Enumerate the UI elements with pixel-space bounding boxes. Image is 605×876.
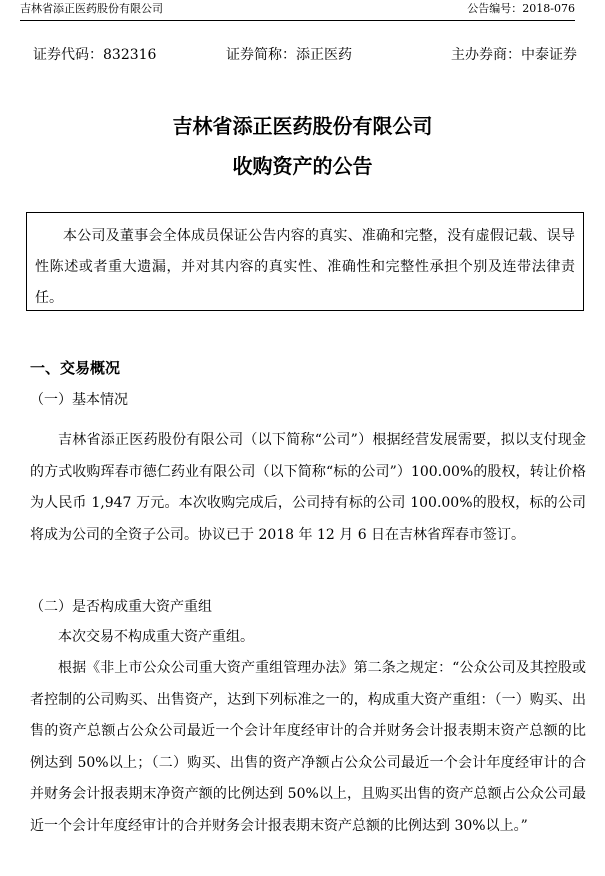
restructuring-paragraph-2: [30, 653, 586, 842]
section-heading-transaction-overview: 一、交易概况: [30, 359, 121, 377]
stock-info-line: [33, 44, 577, 66]
subsection-heading-major-restructuring: （二）是否构成重大资产重组: [30, 599, 212, 615]
document-title-line1: 吉林省添正医药股份有限公司: [172, 114, 433, 138]
basic-info-paragraph: [30, 425, 586, 551]
running-header: [20, 0, 575, 21]
disclaimer-box: [26, 212, 584, 311]
header-notice-number: 公告编号：2018-076: [467, 2, 575, 15]
restructuring-text-2: 根据《非上市公众公司重大资产重组管理办法》第二条之规定：“公众公司及其控股或者控制的公司购买、出售资产，达到下列标准之一的，构成重大资产重组：（一）购买、出售的资产总额占公众公司最近一个会计年度经审计的合并财务会计报表期末资产总额的比例达到 50%以上；（二）购买、出售的资产净额占公众公司最近一个会计年度经审计的合并财务会计报表期末净资产额的比例达到 50%以上，且购买出售的资产总额占公众公司最近一个会计年度经审计的合并财务会计报表期末资产总额的比例达到 30%以上。”: [30, 660, 586, 834]
stock-short-name: 证券简称：添正医药: [226, 47, 352, 63]
restructuring-paragraph-1: [30, 622, 586, 654]
header-company-name: 吉林省添正医药股份有限公司: [20, 2, 163, 15]
stock-broker: 主办券商：中泰证券: [451, 47, 577, 63]
stock-code: 证券代码：832316: [33, 47, 157, 63]
subsection-heading-basic-info: （一）基本情况: [30, 392, 128, 408]
restructuring-text-1: 本次交易不构成重大资产重组。: [58, 629, 254, 645]
document-title-line2: 收购资产的公告: [232, 154, 373, 178]
disclaimer-text: 本公司及董事会全体成员保证公告内容的真实、准确和完整，没有虚假记载、误导性陈述或者重大遗漏，并对其内容的真实性、准确性和完整性承担个别及连带法律责任。: [35, 228, 575, 306]
basic-info-text: 吉林省添正医药股份有限公司（以下简称“公司”）根据经营发展需要，拟以支付现金的方式收购珲春市德仁药业有限公司（以下简称“标的公司”）100.00%的股权，转让价格为人民币 1,947 万元。本次收购完成后，公司持有标的公司 100.00%的股权，标的公司将成为公司的全资子公司。协议已于 2018 年 12 月 6 日在吉林省珲春市签订。: [30, 432, 586, 543]
